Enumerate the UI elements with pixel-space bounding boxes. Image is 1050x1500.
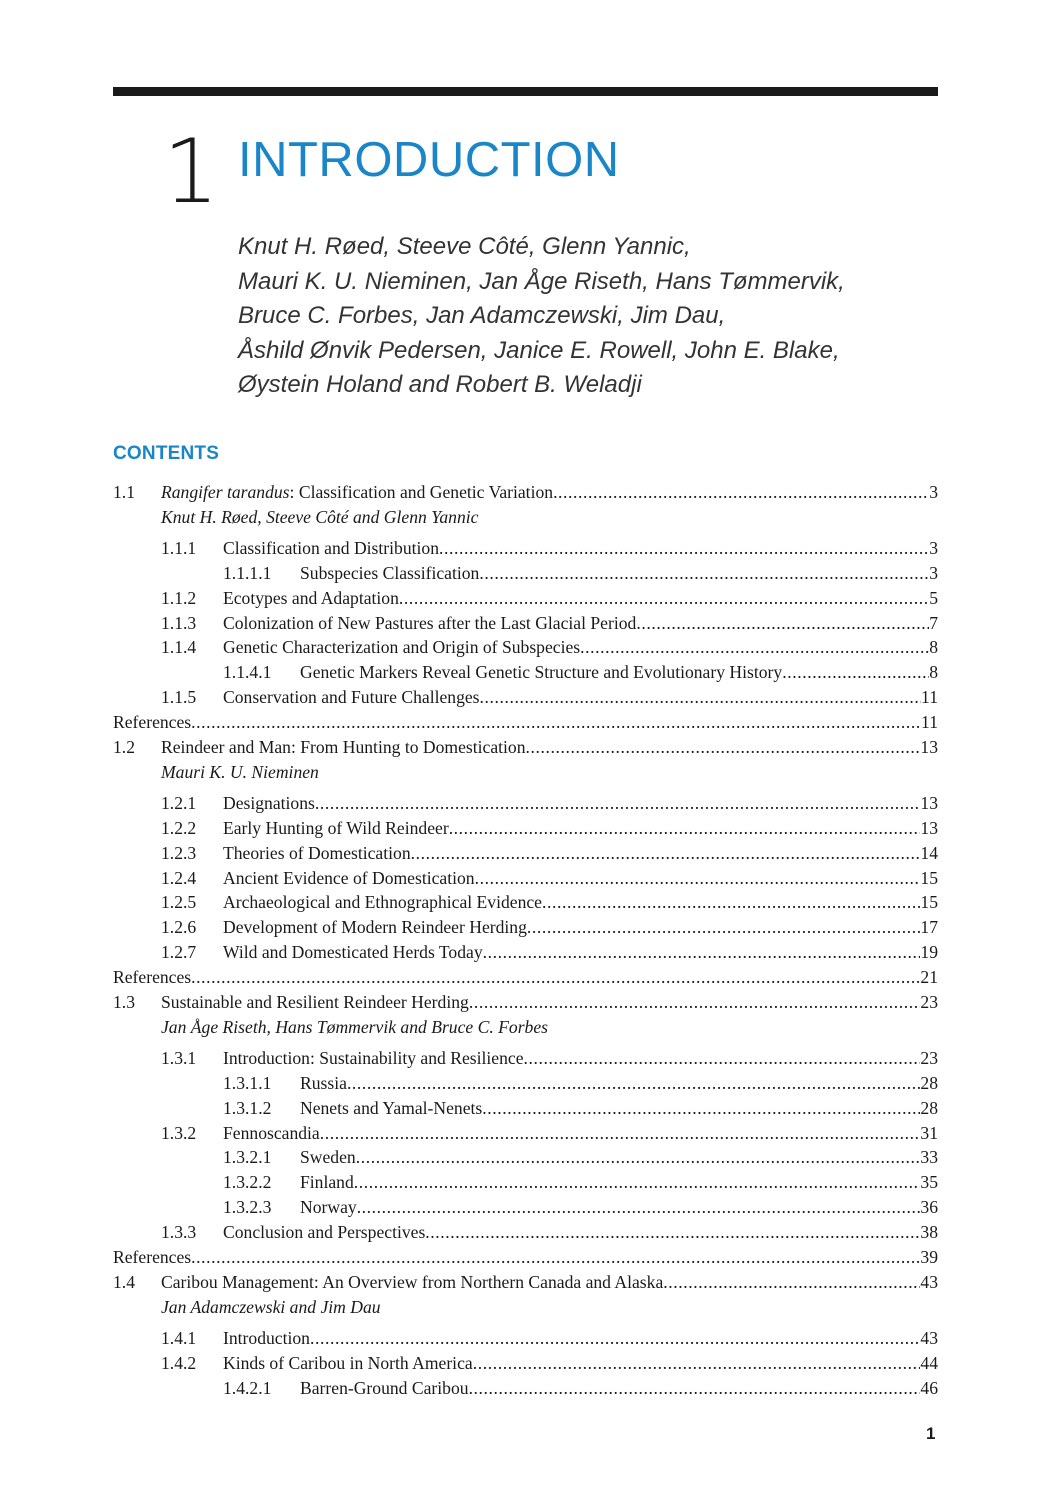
toc-title: References <box>113 712 192 733</box>
toc-title: Ancient Evidence of Domestication <box>223 867 475 888</box>
toc-entry[interactable] <box>113 791 938 816</box>
toc-title: Early Hunting of Wild Reindeer <box>223 817 449 838</box>
toc-entry[interactable] <box>113 1220 938 1245</box>
toc-page: 23 <box>920 992 938 1013</box>
toc-title: Theories of Domestication <box>223 842 411 863</box>
toc-entry[interactable] <box>113 890 938 915</box>
toc-entry[interactable] <box>113 685 938 710</box>
toc-entry[interactable] <box>113 660 938 685</box>
toc-number: 1.3.3 <box>161 1222 197 1243</box>
toc-title <box>161 480 553 505</box>
toc-number: 1.2.3 <box>161 842 197 863</box>
toc-title: Sustainable and Resilient Reindeer Herding <box>161 992 469 1013</box>
page-number: 1 <box>926 1424 936 1443</box>
toc-title: Reindeer and Man: From Hunting to Domestication <box>161 737 526 758</box>
toc-number: 1.1.4 <box>161 637 197 658</box>
toc-entry[interactable] <box>113 990 938 1015</box>
toc-number: 1.1.2 <box>161 587 197 608</box>
toc-number: 1.3 <box>113 992 135 1013</box>
author-line: Mauri K. U. Nieminen, Jan Åge Riseth, Hans Tømmervik, <box>238 267 845 295</box>
toc-number: 1.3.1.1 <box>223 1072 272 1093</box>
toc-title: Sweden <box>300 1147 356 1168</box>
toc-number: 1.1.4.1 <box>223 662 272 683</box>
toc-entry[interactable] <box>113 1326 938 1351</box>
toc-entry[interactable] <box>113 1046 938 1071</box>
table-of-contents <box>113 480 938 1401</box>
toc-title: Introduction: Sustainability and Resilience <box>223 1047 524 1068</box>
toc-references[interactable] <box>113 1245 938 1270</box>
toc-entry[interactable] <box>113 1121 938 1146</box>
toc-entry[interactable] <box>113 635 938 660</box>
toc-number: 1.1.1 <box>161 537 197 558</box>
toc-number: 1.2.1 <box>161 792 197 813</box>
toc-page: 7 <box>929 612 938 633</box>
toc-number: 1.3.2.3 <box>223 1197 272 1218</box>
toc-entry[interactable] <box>113 1145 938 1170</box>
toc-page: 8 <box>929 662 938 683</box>
chapter-authors <box>238 230 938 403</box>
toc-entry[interactable] <box>113 915 938 940</box>
toc-title: Ecotypes and Adaptation <box>223 587 399 608</box>
toc-page: 23 <box>920 1047 938 1068</box>
toc-title: Nenets and Yamal-Nenets <box>300 1097 483 1118</box>
toc-title: Barren-Ground Caribou <box>300 1377 469 1398</box>
toc-number: 1.3.2.1 <box>223 1147 272 1168</box>
toc-page: 39 <box>920 1247 938 1268</box>
toc-number: 1.3.2.2 <box>223 1172 272 1193</box>
author-line: Bruce C. Forbes, Jan Adamczewski, Jim Dau, <box>238 302 726 329</box>
toc-title-rest: : Classification and Genetic Variation <box>289 482 554 502</box>
toc-title-italic: Rangifer tarandus <box>161 482 290 502</box>
toc-section-authors: Jan Adamczewski and Jim Dau <box>161 1296 381 1317</box>
toc-entry[interactable] <box>113 841 938 866</box>
toc-number: 1.2.4 <box>161 867 197 888</box>
toc-number: 1.3.1 <box>161 1047 197 1068</box>
toc-number: 1.1 <box>113 482 135 502</box>
toc-title: Caribou Management: An Overview from Northern Canada and Alaska <box>161 1271 664 1292</box>
toc-number: 1.2.5 <box>161 892 197 913</box>
toc-page: 13 <box>920 737 938 758</box>
author-line: Øystein Holand and Robert B. Weladji <box>238 371 642 398</box>
toc-title: Classification and Distribution <box>223 537 439 558</box>
toc-page: 21 <box>920 967 938 988</box>
toc-entry[interactable] <box>113 611 938 636</box>
toc-number: 1.4.2 <box>161 1352 197 1373</box>
toc-page: 14 <box>920 842 938 863</box>
toc-page: 19 <box>920 942 938 963</box>
toc-entry[interactable] <box>113 1195 938 1220</box>
toc-entry[interactable] <box>113 1071 938 1096</box>
toc-page: 8 <box>929 637 938 658</box>
toc-page: 33 <box>920 1147 938 1168</box>
toc-page: 3 <box>929 482 938 502</box>
toc-number: 1.2 <box>113 737 135 758</box>
toc-entry[interactable] <box>113 1351 938 1376</box>
toc-number: 1.1.1.1 <box>223 562 272 583</box>
toc-page: 11 <box>921 687 938 708</box>
toc-number: 1.4.2.1 <box>223 1377 272 1398</box>
toc-title: Archaeological and Ethnographical Evidence <box>223 892 542 913</box>
toc-title: Fennoscandia <box>223 1122 320 1143</box>
toc-page: 46 <box>920 1377 938 1398</box>
toc-section-authors: Jan Åge Riseth, Hans Tømmervik and Bruce C. Forbes <box>161 1016 548 1037</box>
toc-page: 38 <box>920 1222 938 1243</box>
toc-page: 43 <box>920 1271 938 1292</box>
toc-page: 15 <box>920 867 938 888</box>
toc-title: References <box>113 967 192 988</box>
toc-page: 28 <box>920 1097 938 1118</box>
author-line: Knut H. Røed, Steeve Côté, Glenn Yannic, <box>238 233 691 260</box>
toc-page: 13 <box>920 817 938 838</box>
toc-section-authors: Mauri K. U. Nieminen <box>161 761 319 782</box>
toc-page: 17 <box>920 917 938 938</box>
toc-page: 11 <box>921 712 938 733</box>
toc-title: Norway <box>300 1197 357 1218</box>
toc-entry[interactable] <box>113 536 938 561</box>
toc-page: 3 <box>929 537 938 558</box>
toc-page: 36 <box>920 1197 938 1218</box>
toc-page: 31 <box>920 1122 938 1143</box>
toc-number: 1.3.2 <box>161 1122 197 1143</box>
toc-title: Conclusion and Perspectives <box>223 1222 426 1243</box>
toc-number: 1.2.2 <box>161 817 197 838</box>
toc-entry[interactable] <box>113 816 938 841</box>
toc-title: Introduction <box>223 1327 310 1348</box>
toc-title: Wild and Domesticated Herds Today <box>223 942 483 963</box>
toc-title: Colonization of New Pastures after the Last Glacial Period <box>223 612 637 633</box>
toc-references[interactable] <box>113 965 938 990</box>
toc-page: 35 <box>920 1172 938 1193</box>
toc-entry[interactable] <box>113 940 938 965</box>
top-rule <box>113 87 938 96</box>
toc-page: 3 <box>929 562 938 583</box>
chapter-title: INTRODUCTION <box>238 133 620 187</box>
toc-entry[interactable] <box>113 1170 938 1195</box>
toc-number: 1.1.3 <box>161 612 197 633</box>
toc-title: Kinds of Caribou in North America <box>223 1352 473 1373</box>
toc-section-authors: Knut H. Røed, Steeve Côté and Glenn Yannic <box>161 506 479 527</box>
toc-entry[interactable] <box>113 1376 938 1401</box>
toc-page: 43 <box>920 1327 938 1348</box>
toc-entry[interactable] <box>113 480 938 505</box>
toc-title: Subspecies Classification <box>300 562 480 583</box>
toc-number: 1.4 <box>113 1271 135 1292</box>
toc-title: Finland <box>300 1172 354 1193</box>
toc-title: Designations <box>223 792 315 813</box>
toc-entry[interactable] <box>113 1096 938 1121</box>
toc-entry[interactable] <box>113 1270 938 1295</box>
toc-entry[interactable] <box>113 586 938 611</box>
toc-page: 5 <box>929 587 938 608</box>
toc-page: 15 <box>920 892 938 913</box>
toc-title: Russia <box>300 1072 347 1093</box>
toc-entry[interactable] <box>113 561 938 586</box>
toc-title: Genetic Markers Reveal Genetic Structure and Evolutionary History <box>300 662 783 683</box>
author-line: Åshild Ønvik Pedersen, Janice E. Rowell, John E. Blake, <box>238 336 840 364</box>
toc-title: References <box>113 1247 192 1268</box>
chapter-number: 1 <box>163 120 219 223</box>
toc-number: 1.2.6 <box>161 917 197 938</box>
toc-page: 13 <box>920 792 938 813</box>
contents-heading: CONTENTS <box>113 443 220 464</box>
toc-entry[interactable] <box>113 866 938 891</box>
toc-references[interactable] <box>113 710 938 735</box>
toc-title: Development of Modern Reindeer Herding <box>223 917 527 938</box>
toc-number: 1.4.1 <box>161 1327 197 1348</box>
toc-entry[interactable] <box>113 735 938 760</box>
toc-number: 1.1.5 <box>161 687 197 708</box>
toc-page: 44 <box>920 1352 938 1373</box>
toc-title: Genetic Characterization and Origin of Subspecies <box>223 637 581 658</box>
toc-number: 1.2.7 <box>161 942 197 963</box>
toc-page: 28 <box>920 1072 938 1093</box>
toc-number: 1.3.1.2 <box>223 1097 272 1118</box>
toc-title: Conservation and Future Challenges <box>223 687 480 708</box>
